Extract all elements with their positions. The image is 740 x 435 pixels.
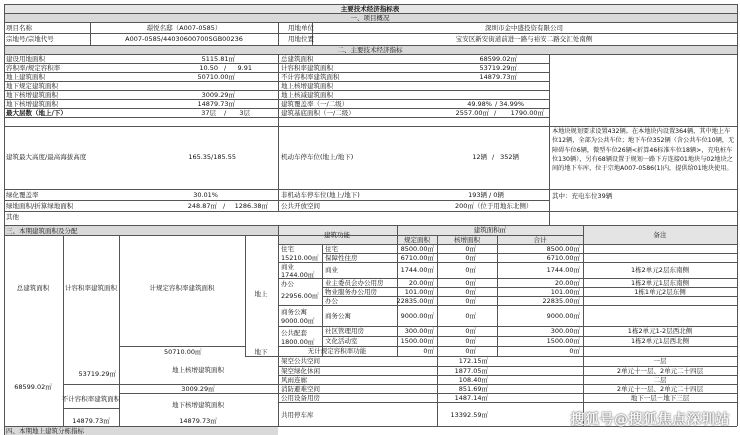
nofar-func: 无计规定容积率功能 <box>307 347 367 355</box>
land-user-label: 用地单位 <box>288 24 314 32</box>
parcel-value: A007-0585/44030600700SGB00236 <box>125 35 243 43</box>
cat-label: 商业 <box>281 263 294 271</box>
ind-sep: / <box>494 109 497 117</box>
ind-value: 2557.00㎡ <box>455 109 489 117</box>
alloc-func: 办公 <box>325 297 338 305</box>
ind-label: 公共开放空间 <box>281 202 320 210</box>
ind-label: 地上核减建筑面积 <box>281 91 333 99</box>
below-area: 172.15㎡ <box>458 357 488 365</box>
alloc-total: 1500.00㎡ <box>546 337 580 345</box>
cat-total: 15210.00㎡ <box>281 254 319 262</box>
col-core: 核增面积 <box>454 236 480 244</box>
sheet-title: 主要技术经济指标表 <box>340 5 400 13</box>
alloc-total: 6710.00㎡ <box>546 254 580 262</box>
ind-label: 机动车停车位(地上/地下) <box>281 153 354 161</box>
land-user: 深圳市金中盛投资有限公司 <box>485 24 563 32</box>
below-area: 851.69㎡ <box>458 385 488 393</box>
watermark: 搜狐号@搜狐焦点深圳站 <box>570 412 730 428</box>
nonfar-value: 14879.73㎡ <box>72 417 110 425</box>
ind-label: 非机动车停车位(地上/地下) <box>281 191 360 199</box>
alloc-func: 住宅 <box>325 245 338 253</box>
ind-label: 建筑覆盖率（一/二级） <box>281 100 349 108</box>
ind-value: 248.87㎡ <box>187 202 217 210</box>
alloc-plan: 22835.00㎡ <box>396 297 434 305</box>
ind-label: 地下核增建筑面积 <box>6 91 58 99</box>
alloc-plan: 300.00㎡ <box>404 327 434 335</box>
ind-value: 12辆 <box>472 153 487 161</box>
alloc-func: 商业 <box>325 266 338 274</box>
ind-label: 总建筑面积 <box>281 55 314 63</box>
cat-label: 公共配套 <box>281 329 307 337</box>
ind-value: 1286.38㎡ <box>234 202 268 210</box>
alloc-plan: 1500.00㎡ <box>400 337 434 345</box>
section4-title: 四、本期地上建筑分栋指标 <box>6 427 84 435</box>
below-note: 一层 <box>653 357 667 365</box>
below-note: 2单元十一层、2单元二十四层 <box>616 385 704 393</box>
ind-value: 1790.00㎡ <box>510 109 544 117</box>
ind-label: 绿化覆盖率 <box>6 191 39 199</box>
alloc-plan: 20.00㎡ <box>408 279 434 287</box>
location-value: 宝安区新安街道前进一路与裕安二路交汇处南侧 <box>455 35 593 43</box>
alloc-total: 22835.00㎡ <box>542 297 580 305</box>
ind-sep: / <box>224 64 227 72</box>
alloc-core: 0㎡ <box>465 266 476 274</box>
nonfar-label: 不计容积率建筑面积 <box>61 395 121 403</box>
parcel-label: 宗地号/宗地代号 <box>6 35 54 43</box>
below-note: 2单元十一层、2单元二十四层 <box>616 367 704 375</box>
nofar-total: 0㎡ <box>569 347 580 355</box>
ind-value: 165.35/185.55 <box>188 153 236 161</box>
col-plan: 规定面积 <box>404 236 430 244</box>
core-above-label: 地上核增建筑面积 <box>172 366 224 374</box>
alloc-note: 1栋2单元2层东南侧 <box>631 266 689 274</box>
alloc-plan: 8500.00㎡ <box>400 245 434 253</box>
alloc-note: 1栋1单元2层东侧 <box>634 288 686 296</box>
core-below-label: 地下核增建筑面积 <box>172 401 224 409</box>
below-note: 地下一层－地下三层 <box>630 394 690 402</box>
above-ground: 地上 <box>254 290 268 298</box>
total-area-label: 总建筑面积 <box>16 284 50 292</box>
ind-value: 68599.02㎡ <box>479 55 517 63</box>
col-note: 备注 <box>653 231 667 239</box>
ind-value: / 34.99% <box>495 100 525 108</box>
bike-note: 其中：充电车位39辆 <box>552 192 613 200</box>
ind-label: 其他 <box>6 213 19 221</box>
below-area: 1877.05㎡ <box>454 367 488 375</box>
location-label: 用地位置 <box>288 35 314 43</box>
col-function: 建筑功能 <box>324 231 350 239</box>
ind-label: 计容积率建筑面积 <box>281 64 333 72</box>
below-func: 公用设备用房 <box>281 394 320 402</box>
ind-label: 最大层数（地上/下） <box>6 109 67 117</box>
alloc-total: 1744.00㎡ <box>546 266 580 274</box>
ind-label: 不计容积率建筑面积 <box>281 73 340 81</box>
section3-title: 三、本期建筑面积及分配 <box>6 227 78 235</box>
far-area-value: 53719.29㎡ <box>78 370 116 378</box>
ind-label: 地下规定建筑面积 <box>6 82 58 90</box>
ind-value: 5115.81㎡ <box>201 55 235 63</box>
ind-label: 建设用地面积 <box>6 55 45 63</box>
ind-sep: / <box>223 202 226 210</box>
ind-value: 14879.73㎡ <box>479 73 517 81</box>
ind-label: 建筑基底面积（一/二级） <box>281 109 355 117</box>
ind-value: 200㎡（位于用地东北侧） <box>455 202 533 210</box>
cat-label: 住宅 <box>281 245 294 253</box>
total-area-value: 68599.02㎡ <box>14 383 52 391</box>
ind-sep: / <box>224 109 227 117</box>
section1-title: 一、项目概况 <box>350 14 390 22</box>
core-above-value: 3009.29㎡ <box>181 385 215 393</box>
ind-value: 10.50 <box>199 64 218 72</box>
alloc-func: 物业服务办公用房 <box>325 288 377 296</box>
below-ground: 地下 <box>254 348 268 356</box>
alloc-plan: 6710.00㎡ <box>400 254 434 262</box>
project-name-label: 项目名称 <box>6 24 32 32</box>
below-func: 风雨连廊 <box>281 376 307 384</box>
ind-value: 53719.29㎡ <box>479 64 517 72</box>
ind-value: 50710.00㎡ <box>197 73 235 81</box>
alloc-core: 0㎡ <box>465 279 476 287</box>
alloc-plan: 1744.00㎡ <box>400 266 434 274</box>
alloc-note: 1栋2单元1层东南侧 <box>631 279 689 287</box>
alloc-func: 商务公寓 <box>325 312 351 320</box>
below-func: 共用停车库 <box>281 411 314 419</box>
far-area-label: 计容积率建筑面积 <box>65 284 117 292</box>
below-func: 消防避难空间 <box>281 385 320 393</box>
ind-label: 地下核增建筑面积 <box>6 100 58 108</box>
cat-label: 办公 <box>281 280 294 288</box>
below-area: 108.40㎡ <box>458 376 488 384</box>
cat-total: 22956.00㎡ <box>281 292 319 300</box>
planned-far-label: 计规定容积率建筑面积 <box>149 284 215 292</box>
project-name: 璟悦名邸（A007-0585） <box>146 24 222 32</box>
alloc-func: 文化活动室 <box>325 337 358 345</box>
alloc-core: 0㎡ <box>465 337 476 345</box>
ind-label: 建筑最大高度/最高海拔高度 <box>6 153 87 161</box>
parking-note: 本地块规划要求设置432辆。在本地块内设置364辆，其中地上车位12辆，全部为公共车位；地下车位352辆（含公共车位10辆，无障碍车位6辆，微型车位26辆<折算46标准车位18辆>，充电桩车位130辆），另有68辆设置于规划一路下方连接01地块与02地块之间的地下车库，位于宗地A007-0586(1)内，提供给01地块使用。 <box>552 128 735 173</box>
below-func: 架空绿化休闲 <box>281 367 320 375</box>
alloc-total: 300.00㎡ <box>550 327 580 335</box>
planned-far-value: 50710.00㎡ <box>164 348 202 356</box>
alloc-total: 9000.00㎡ <box>546 312 580 320</box>
below-func: 架空公共空间 <box>281 357 320 365</box>
col-total: 合计 <box>533 236 547 244</box>
alloc-func: 社区管理用房 <box>325 327 364 335</box>
alloc-core: 0㎡ <box>465 254 476 262</box>
section2-title: 二、主要技术经济指标 <box>337 46 403 54</box>
alloc-func: 保障性住房 <box>325 254 358 262</box>
ind-label: 容积率/规定容积率 <box>6 64 61 72</box>
alloc-note: 1栋2单元1-2层西北侧 <box>627 327 693 335</box>
ind-label: 地上建筑面积 <box>6 73 45 81</box>
alloc-plan: 9000.00㎡ <box>400 312 434 320</box>
core-below-value: 14879.73㎡ <box>179 417 217 425</box>
cat-total: 9000.00㎡ <box>281 317 315 325</box>
nofar-plan: 0㎡ <box>423 347 434 355</box>
below-area: 13392.59㎡ <box>450 411 488 419</box>
alloc-plan: 101.00㎡ <box>404 288 434 296</box>
alloc-note: 1栋2单元1层西北侧 <box>631 337 689 345</box>
ind-label: 地上核增建筑面积 <box>281 82 333 90</box>
cat-label: 商务公寓 <box>281 308 307 316</box>
ind-value: 3层 <box>239 109 250 117</box>
cat-total: 1800.00㎡ <box>281 338 315 346</box>
alloc-total: 101.00㎡ <box>550 288 580 296</box>
ind-value: 14879.73㎡ <box>197 100 235 108</box>
ind-sep: / <box>492 153 495 161</box>
alloc-func: 业主委员会办公用房 <box>325 279 384 287</box>
ind-value: 3009.29㎡ <box>201 91 235 99</box>
nofar-core: 0㎡ <box>465 347 476 355</box>
ind-value: 30.01% <box>193 191 218 199</box>
cat-total: 1744.00㎡ <box>281 271 315 279</box>
alloc-core: 0㎡ <box>465 288 476 296</box>
ind-value: 49.98% <box>467 100 492 108</box>
ind-value: 37层 <box>201 109 216 117</box>
ind-label: 绿地面积/折算绿地面积 <box>6 202 74 210</box>
col-area: 建筑面积㎡ <box>473 226 507 234</box>
ind-value: / 0辆 <box>489 191 504 199</box>
alloc-core: 0㎡ <box>465 297 476 305</box>
alloc-core: 0㎡ <box>465 245 476 253</box>
ind-value: 352辆 <box>500 153 519 161</box>
below-area: 1487.14㎡ <box>454 394 488 402</box>
alloc-core: 0㎡ <box>465 312 476 320</box>
alloc-core: 0㎡ <box>465 327 476 335</box>
ind-value: 193辆 <box>468 191 487 199</box>
alloc-total: 8500.00㎡ <box>546 245 580 253</box>
alloc-total: 20.00㎡ <box>554 279 580 287</box>
below-note: 二层 <box>653 376 667 384</box>
ind-value: 9.91 <box>237 64 252 72</box>
